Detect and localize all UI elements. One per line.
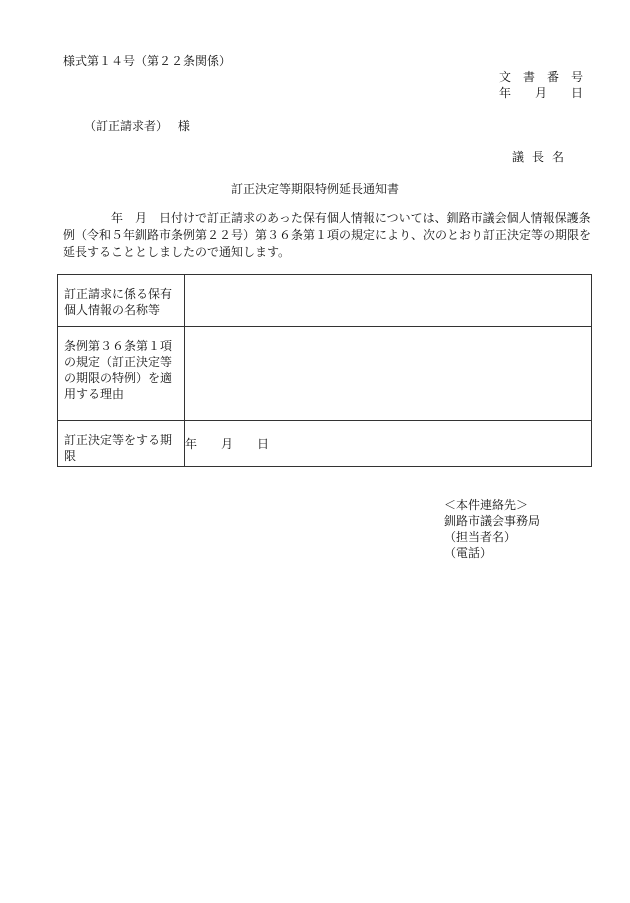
contact-block xyxy=(444,497,540,561)
table-row xyxy=(58,327,592,421)
document-reference xyxy=(499,69,583,101)
contact-phone: （電話） xyxy=(444,546,493,560)
row-value-reason[interactable] xyxy=(185,327,592,421)
sender-title: 議長名 xyxy=(512,150,573,164)
table-row xyxy=(58,275,592,327)
document-number: 文 書 番 号 xyxy=(499,70,584,84)
table-row xyxy=(58,421,592,467)
contact-person: （担当者名） xyxy=(444,530,517,544)
contact-office: 釧路市議会事務局 xyxy=(444,514,541,528)
recipient: （訂正請求者） 様 xyxy=(84,119,190,133)
info-table xyxy=(57,274,592,467)
row-label-deadline: 訂正決定等をする期限 xyxy=(58,421,185,467)
document-title: 訂正決定等期限特例延長通知書 xyxy=(230,182,399,196)
row-value-info-name[interactable] xyxy=(185,275,592,327)
row-value-deadline[interactable]: 年 月 日 xyxy=(185,421,592,467)
contact-heading: ＜本件連絡先＞ xyxy=(444,498,529,512)
row-label-reason: 条例第３６条第１項の規定（訂正決定等の期限の特例）を適用する理由 xyxy=(58,327,185,421)
document-date: 年 月 日 xyxy=(499,86,584,100)
row-label-info-name: 訂正請求に係る保有個人情報の名称等 xyxy=(58,275,185,327)
form-number: 様式第１４号（第２２条関係） xyxy=(63,54,232,68)
body-paragraph: 年 月 日付けで訂正請求のあった保有個人情報については、釧路市議会個人情報保護条例（令和５年釧路市条例第２２号）第３６条第１項の規定により、次のとおり訂正決定等の期限を延長することとしましたので通知します。 xyxy=(63,211,592,259)
